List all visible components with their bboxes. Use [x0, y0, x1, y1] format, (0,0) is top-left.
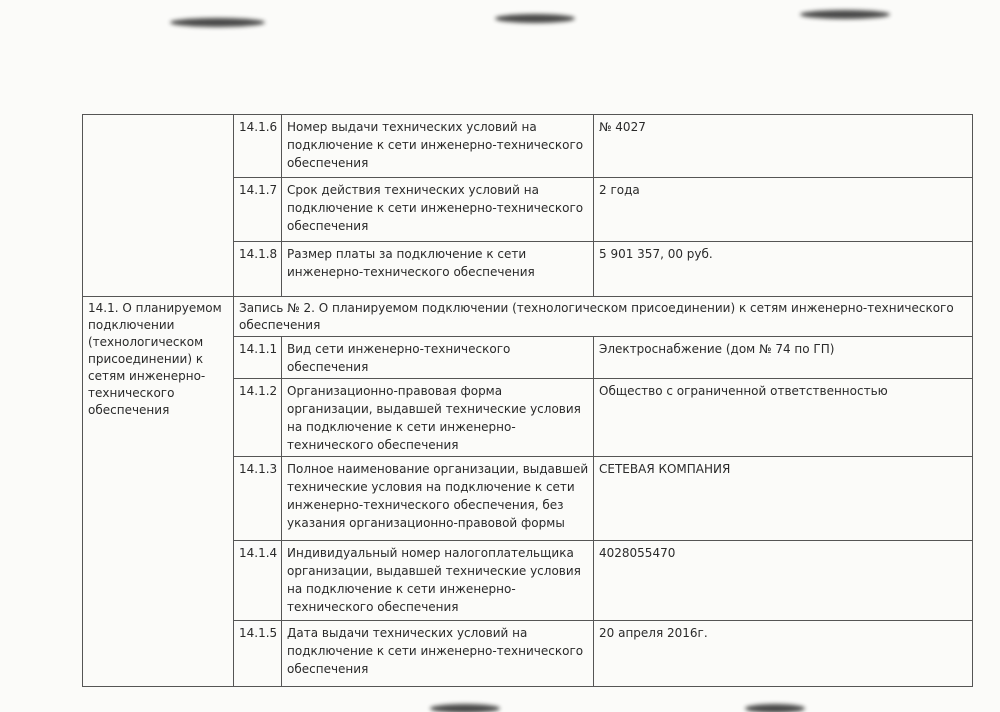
row-number: 14.1.2 [234, 379, 282, 457]
row-label: Организационно-правовая форма организации, выдавшей технические условия на подключение к сети инженерно-технического обеспечения [282, 379, 594, 457]
row-value: 5 901 357, 00 руб. [594, 242, 973, 297]
row-label: Индивидуальный номер налогоплательщика организации, выдавшей технические условия на подключение к сети инженерно-технического обеспечения [282, 541, 594, 621]
record-title: Запись № 2. О планируемом подключении (технологическом присоединении) к сетям инженерно-технического обеспечения [234, 297, 973, 337]
utility-connection-table [82, 114, 973, 687]
row-value: 2 года [594, 178, 973, 242]
row-number: 14.1.3 [234, 457, 282, 541]
row-number: 14.1.6 [234, 115, 282, 178]
scan-artifact-bottom-right [745, 704, 805, 712]
scan-artifact-top-left [170, 18, 265, 27]
section-title: 14.1. О планируемом подключении (технологическом присоединении) к сетям инженерно-технического обеспечения [83, 297, 234, 687]
scan-artifact-top-center [495, 14, 575, 23]
row-number: 14.1.7 [234, 178, 282, 242]
row-label: Размер платы за подключение к сети инженерно-технического обеспечения [282, 242, 594, 297]
row-value: Электроснабжение (дом № 74 по ГП) [594, 337, 973, 379]
scan-artifact-bottom-center [430, 704, 500, 712]
table-row [83, 115, 973, 178]
row-label: Номер выдачи технических условий на подключение к сети инженерно-технического обеспечения [282, 115, 594, 178]
row-value: Общество с ограниченной ответственностью [594, 379, 973, 457]
row-label: Дата выдачи технических условий на подключение к сети инженерно-технического обеспечения [282, 621, 594, 687]
row-label: Срок действия технических условий на подключение к сети инженерно-технического обеспечения [282, 178, 594, 242]
empty-section-cell [83, 115, 234, 297]
row-number: 14.1.8 [234, 242, 282, 297]
row-label: Вид сети инженерно-технического обеспечения [282, 337, 594, 379]
row-number: 14.1.5 [234, 621, 282, 687]
row-value: 20 апреля 2016г. [594, 621, 973, 687]
row-number: 14.1.1 [234, 337, 282, 379]
scan-artifact-top-right [800, 10, 890, 19]
row-label: Полное наименование организации, выдавшей технические условия на подключение к сети инженерно-технического обеспечения, без указания организационно-правовой формы [282, 457, 594, 541]
row-value: № 4027 [594, 115, 973, 178]
row-number: 14.1.4 [234, 541, 282, 621]
row-value: 4028055470 [594, 541, 973, 621]
record-header-row [83, 297, 973, 337]
row-value: СЕТЕВАЯ КОМПАНИЯ [594, 457, 973, 541]
